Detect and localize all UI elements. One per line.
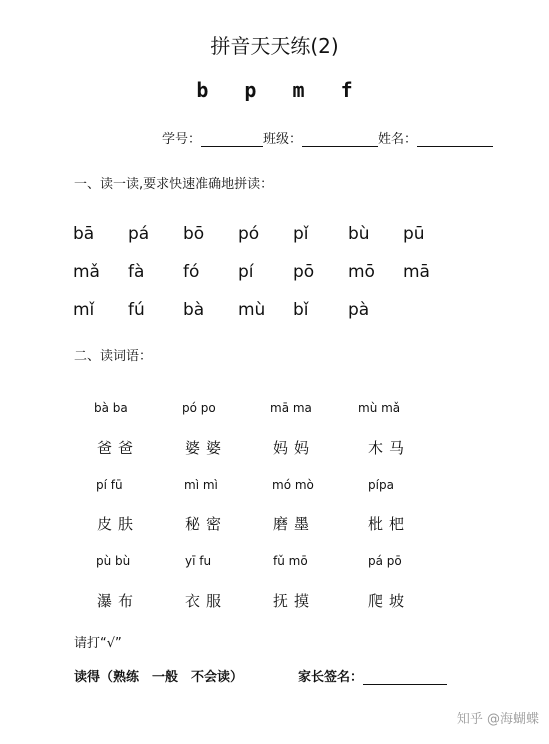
initial-letter: f [340,78,353,102]
name-label: 姓名： [378,132,418,147]
pinyin-syllable: bù [348,224,370,244]
pinyin-syllable: pá [128,224,150,244]
initials-row [0,78,549,102]
word-pinyin: mì mì [184,478,218,492]
pinyin-row [0,262,549,284]
class-field[interactable] [302,134,378,147]
word-hanzi-row [0,513,549,533]
pinyin-syllable: pó [238,224,260,244]
pinyin-syllable: pà [348,300,370,320]
word-pinyin-row [0,401,549,417]
reading-level: 读得（熟练 一般 不会读） [74,670,244,685]
pinyin-syllable: bō [183,224,205,244]
word-pinyin-row [0,478,549,494]
pinyin-row [0,300,549,322]
pinyin-syllable: pō [293,262,315,282]
word-pinyin: bà ba [94,401,128,415]
word-pinyin: mó mò [272,478,314,492]
word-pinyin: pù bù [96,554,131,568]
word-hanzi: 抚摸 [273,592,316,610]
word-pinyin: fǔ mō [273,554,308,568]
initial-letter: m [292,78,305,102]
pinyin-syllable: fú [128,300,145,320]
word-hanzi-row [0,437,549,457]
pinyin-syllable: mù [238,300,266,320]
page-title: 拼音天天练(2) [210,34,339,58]
word-hanzi: 磨墨 [273,515,316,533]
initial-letter: b [196,78,209,102]
word-pinyin: pí fū [96,478,123,492]
word-hanzi: 枇杷 [368,515,411,533]
section1-heading: 一、读一读,要求快速准确地拼读： [74,177,274,192]
word-pinyin: pó po [182,401,216,415]
word-hanzi: 妈妈 [273,439,316,457]
initial-letter: p [244,78,257,102]
pinyin-syllable: mō [348,262,375,282]
pinyin-syllable: mǎ [73,262,100,282]
name-field[interactable] [417,134,493,147]
word-hanzi: 木马 [368,439,411,457]
word-hanzi: 衣服 [185,592,228,610]
pinyin-syllable: bà [183,300,205,320]
word-pinyin: pá pō [368,554,402,568]
word-hanzi-row [0,590,549,610]
word-hanzi: 瀑布 [97,592,140,610]
pinyin-syllable: fà [128,262,145,282]
word-hanzi: 爸爸 [97,439,140,457]
pinyin-syllable: mā [403,262,430,282]
parent-signature-label: 家长签名： [298,670,364,685]
watermark: 知乎 @海蝴蝶 [456,712,539,727]
word-hanzi: 婆婆 [185,439,228,457]
word-pinyin-row [0,554,549,570]
word-pinyin: mā ma [270,401,312,415]
section2-heading: 二、读词语： [74,349,153,364]
pinyin-syllable: pǐ [293,224,309,244]
student-no-label: 学号： [162,132,202,147]
pinyin-syllable: mǐ [73,300,95,320]
word-pinyin: yī fu [185,554,212,568]
student-info [162,128,493,147]
parent-signature [298,666,447,685]
pinyin-syllable: pí [238,262,254,282]
student-no-field[interactable] [201,134,263,147]
word-pinyin: pípa [368,478,394,492]
pinyin-syllable: bā [73,224,95,244]
parent-signature-field[interactable] [363,671,447,685]
word-hanzi: 秘密 [185,515,228,533]
tick-instruction: 请打“√” [74,636,122,651]
word-hanzi: 爬坡 [368,592,411,610]
pinyin-syllable: bǐ [293,300,309,320]
class-label: 班级： [263,132,303,147]
pinyin-row [0,224,549,246]
pinyin-syllable: fó [183,262,200,282]
word-pinyin: mù mǎ [358,401,401,415]
pinyin-syllable: pū [403,224,425,244]
word-hanzi: 皮肤 [97,515,140,533]
